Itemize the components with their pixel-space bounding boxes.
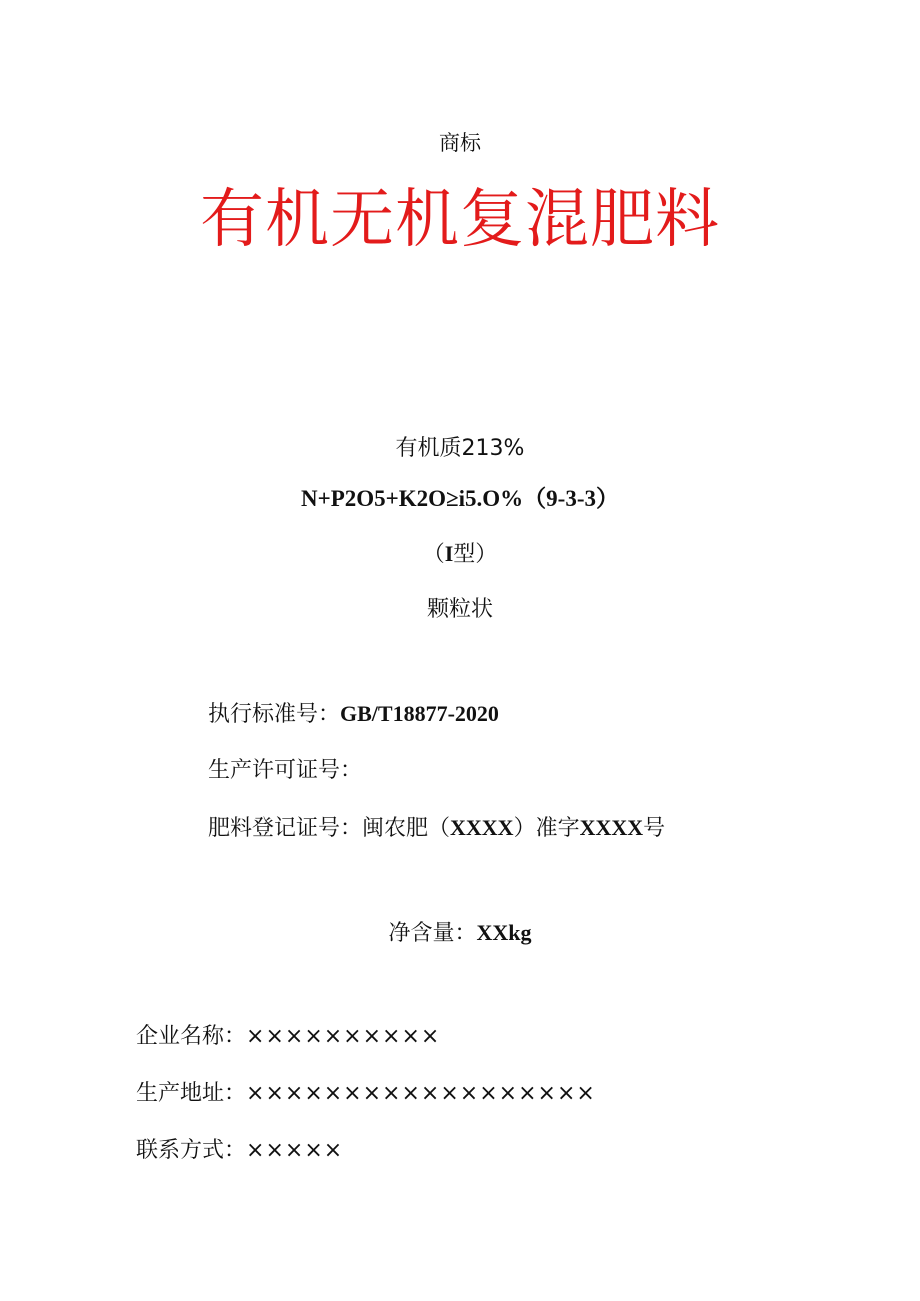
type-close-label: 型）: [453, 542, 498, 567]
production-license-label: 生产许可证号：: [208, 758, 363, 783]
company-address-value: ××××××××××××××××××: [246, 1081, 596, 1106]
net-content-value: XXkg: [476, 920, 532, 945]
registration-middle: ）准字: [513, 816, 580, 841]
company-contact-value: ×××××: [246, 1138, 344, 1163]
product-type-spec: [0, 543, 920, 566]
production-license-line: [208, 760, 362, 782]
type-open-paren: （: [422, 542, 445, 567]
company-name-value: ××××××××××: [246, 1024, 441, 1049]
company-name-label: 企业名称：: [136, 1024, 247, 1049]
organic-matter-spec: 有机质213%: [395, 436, 525, 461]
registration-label: 肥料登记证号：闽农肥（: [208, 816, 451, 841]
registration-code: XXXX: [450, 815, 514, 840]
standard-value: GB/T18877-2020: [340, 701, 499, 726]
trademark-label: 商标: [439, 131, 481, 155]
product-title: 有机无机复混肥料: [200, 183, 720, 257]
net-content-label: 净含量：: [388, 921, 477, 946]
company-address-label: 生产地址：: [136, 1081, 247, 1106]
company-contact-label: 联系方式：: [136, 1138, 247, 1163]
standard-number-line: [208, 703, 499, 726]
registration-number: XXXX: [579, 815, 644, 840]
company-address-line: [136, 1083, 596, 1105]
company-contact-line: [136, 1140, 343, 1162]
product-form-spec: 颗粒状: [426, 597, 493, 622]
registration-number-line: [208, 817, 665, 840]
registration-suffix: 号: [643, 816, 666, 841]
type-value: I: [444, 541, 454, 566]
nutrient-content-spec: N+P2O5+K2O≥i5.O%（9-3-3）: [300, 486, 619, 511]
standard-label: 执行标准号：: [208, 702, 341, 727]
net-content-line: [0, 922, 920, 945]
company-name-line: [136, 1026, 440, 1048]
